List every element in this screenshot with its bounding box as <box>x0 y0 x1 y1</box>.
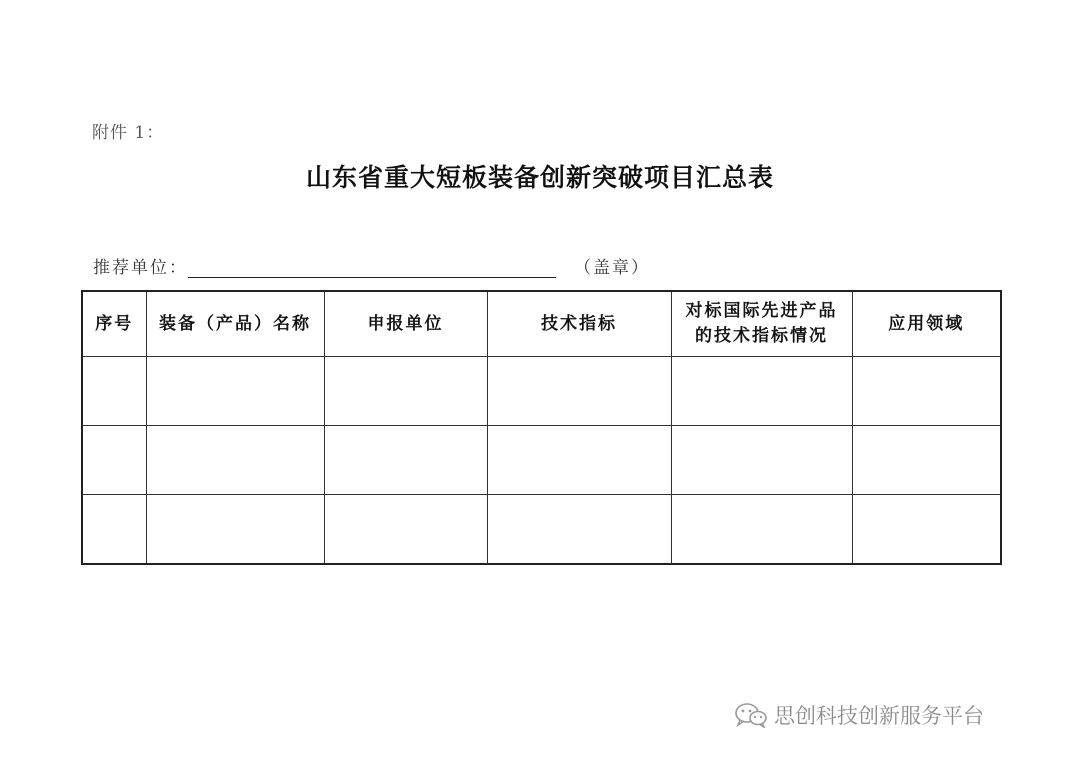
summary-table <box>81 290 1002 565</box>
table-cell[interactable] <box>852 495 1001 565</box>
table-cell[interactable] <box>82 495 146 565</box>
table-cell[interactable] <box>324 357 487 426</box>
table-header-row <box>82 291 1001 357</box>
header-equipment-name: 装备（产品）名称 <box>146 291 324 357</box>
table-cell[interactable] <box>487 357 671 426</box>
recommend-unit-line <box>93 253 650 278</box>
table-cell[interactable] <box>324 495 487 565</box>
table-row <box>82 426 1001 495</box>
table-cell[interactable] <box>146 495 324 565</box>
table-row <box>82 495 1001 565</box>
attachment-label: 附件 1： <box>92 123 165 143</box>
seal-label: （盖章） <box>574 258 650 278</box>
table-cell[interactable] <box>852 357 1001 426</box>
table-cell[interactable] <box>146 357 324 426</box>
recommend-unit-blank <box>188 257 556 278</box>
page-title: 山东省重大短板装备创新突破项目汇总表 <box>305 163 774 192</box>
header-application-field: 应用领域 <box>852 291 1001 357</box>
table-cell[interactable] <box>487 426 671 495</box>
header-technical-specs: 技术指标 <box>487 291 671 357</box>
table-cell[interactable] <box>671 357 852 426</box>
table-cell[interactable] <box>324 426 487 495</box>
table-cell[interactable] <box>82 426 146 495</box>
table-cell[interactable] <box>671 426 852 495</box>
wechat-icon <box>734 702 768 728</box>
table-cell[interactable] <box>671 495 852 565</box>
watermark <box>734 700 984 730</box>
table-cell[interactable] <box>82 357 146 426</box>
table-cell[interactable] <box>852 426 1001 495</box>
header-international-benchmark: 对标国际先进产品 的技术指标情况 <box>671 291 852 357</box>
header-index: 序号 <box>82 291 146 357</box>
table-cell[interactable] <box>146 426 324 495</box>
watermark-text: 思创科技创新服务平台 <box>774 704 984 728</box>
table-cell[interactable] <box>487 495 671 565</box>
table-row <box>82 357 1001 426</box>
recommend-unit-label: 推荐单位： <box>93 258 188 278</box>
header-applicant-unit: 申报单位 <box>324 291 487 357</box>
